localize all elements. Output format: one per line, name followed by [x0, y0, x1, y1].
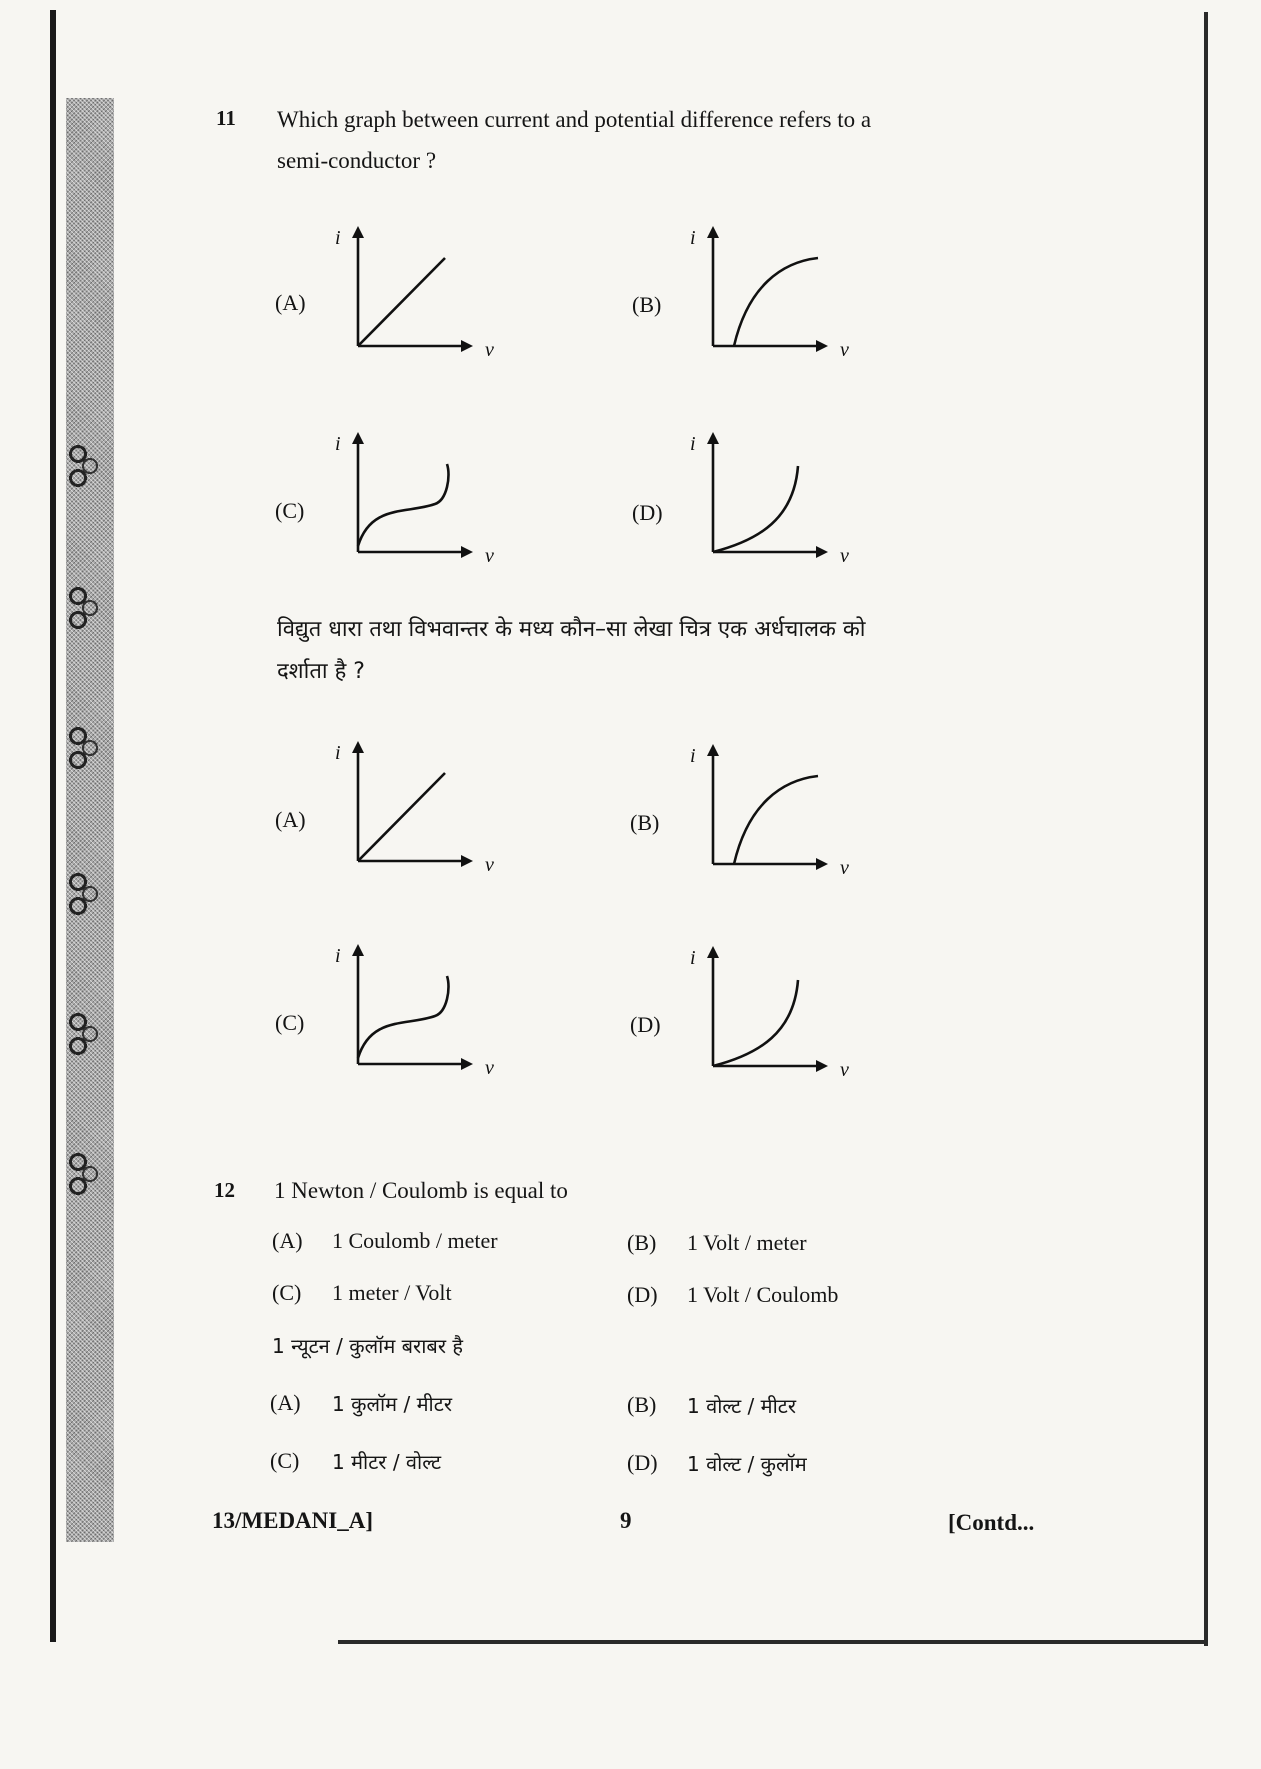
q12-option-b-label: (B) — [627, 1230, 657, 1255]
left-border-line — [50, 10, 56, 1642]
graph-d-exponential — [690, 942, 849, 1082]
staple-mark-icon — [64, 440, 100, 494]
axis-label-i: i — [335, 433, 341, 455]
axis-label-v: v — [840, 339, 849, 361]
axis-label-v: v — [485, 854, 494, 876]
option-b-label: (B) — [630, 810, 660, 835]
option-a-label: (A) — [275, 290, 306, 315]
staple-mark-icon — [64, 722, 100, 776]
option-b-label: (B) — [632, 292, 662, 317]
footer-continued: [Contd... — [948, 1510, 1035, 1535]
question-12-hindi-text: 1 न्यूटन / कुलॉम बराबर है — [272, 1334, 463, 1358]
axis-label-v: v — [840, 1059, 849, 1081]
graph-a-linear — [335, 222, 494, 362]
footer-page-number: 9 — [620, 1508, 632, 1533]
q12-option-d-label: (D) — [627, 1282, 658, 1307]
q12-hindi-option-c-text: 1 मीटर / वोल्ट — [332, 1450, 442, 1474]
question-11-hindi-line1: विद्युत धारा तथा विभवान्तर के मध्य कौन–सा लेखा चित्र एक अर्धचालक को — [277, 617, 866, 642]
q12-hindi-option-b-label: (B) — [627, 1392, 657, 1417]
staple-mark-icon — [64, 868, 100, 922]
graph-d-exponential — [690, 428, 849, 568]
graph-a-linear — [335, 737, 494, 877]
q12-hindi-option-a-text: 1 कुलॉम / मीटर — [332, 1392, 452, 1416]
axis-label-i: i — [335, 945, 341, 967]
q12-hindi-option-d-text: 1 वोल्ट / कुलॉम — [687, 1452, 807, 1476]
axis-label-v: v — [485, 1057, 494, 1079]
graph-b-saturating — [690, 740, 849, 880]
q12-hindi-option-d-label: (D) — [627, 1450, 658, 1475]
q12-option-a-text: 1 Coulomb / meter — [332, 1228, 498, 1253]
q12-option-d-text: 1 Volt / Coulomb — [687, 1282, 839, 1307]
graph-c-s-curve — [335, 940, 494, 1080]
axis-label-v: v — [840, 857, 849, 879]
graph-b-saturating — [690, 222, 849, 362]
q12-hindi-option-c-label: (C) — [270, 1448, 300, 1473]
option-a-label: (A) — [275, 807, 306, 832]
axis-label-i: i — [690, 745, 696, 767]
question-number-12: 12 — [214, 1178, 235, 1202]
axis-label-i: i — [690, 433, 696, 455]
q12-option-a-label: (A) — [272, 1228, 303, 1253]
binding-strip — [66, 98, 114, 1542]
footer-paper-code: 13/MEDANI_A] — [212, 1508, 373, 1533]
axis-label-i: i — [335, 742, 341, 764]
axis-label-v: v — [485, 339, 494, 361]
option-c-label: (C) — [275, 498, 305, 523]
axis-label-i: i — [690, 227, 696, 249]
question-11-hindi-line2: दर्शाता है ? — [277, 659, 365, 684]
question-11-text-line1: Which graph between current and potential difference refers to a — [277, 107, 872, 132]
axis-label-v: v — [840, 545, 849, 567]
graph-c-s-curve — [335, 428, 494, 568]
question-11-text-line2: semi-conductor ? — [277, 148, 437, 173]
axis-label-i: i — [335, 227, 341, 249]
axis-label-i: i — [690, 947, 696, 969]
bottom-border-line — [338, 1640, 1208, 1644]
option-d-label: (D) — [632, 500, 663, 525]
staple-mark-icon — [64, 582, 100, 636]
axis-label-v: v — [485, 545, 494, 567]
q12-hindi-option-b-text: 1 वोल्ट / मीटर — [687, 1394, 797, 1418]
staple-mark-icon — [64, 1008, 100, 1062]
q12-option-c-label: (C) — [272, 1280, 302, 1305]
option-d-label: (D) — [630, 1012, 661, 1037]
staple-mark-icon — [64, 1148, 100, 1202]
q12-option-c-text: 1 meter / Volt — [332, 1280, 452, 1305]
question-number-11: 11 — [216, 106, 236, 130]
right-border-line — [1204, 12, 1208, 1646]
question-12-text: 1 Newton / Coulomb is equal to — [274, 1178, 568, 1203]
q12-hindi-option-a-label: (A) — [270, 1390, 301, 1415]
option-c-label: (C) — [275, 1010, 305, 1035]
q12-option-b-text: 1 Volt / meter — [687, 1230, 807, 1255]
